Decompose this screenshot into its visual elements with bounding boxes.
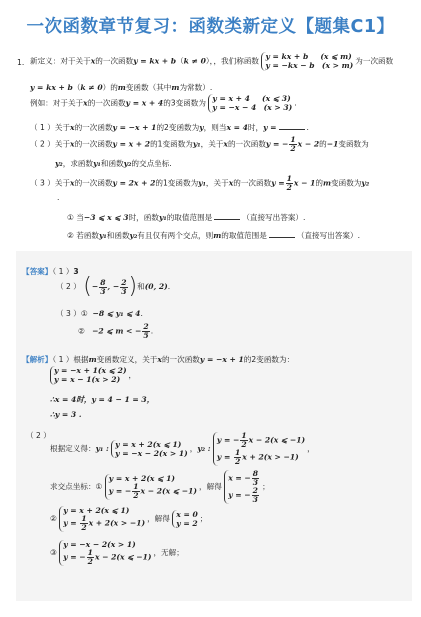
piecewise-definition: y = kx + b (x ⩽ m) y = −kx − b (x > m) bbox=[261, 52, 355, 71]
analysis-step-2: ∴y = 3 . bbox=[50, 410, 82, 419]
analysis-line-1: 【解析】（ 1 ）根据m变函数定义，关于x的一次函数y = −x + 1的2变函数为： bbox=[22, 355, 295, 364]
analysis-tag: 【解析】 bbox=[22, 355, 53, 364]
question-1: （ 1 ）关于x的一次函数y = −x + 1的2变函数为y，则当x = 4时，y = . bbox=[30, 123, 309, 132]
question-3-sub1: ① 当−3 ⩽ x ⩽ 3时，函数y₁的取值范围是 （直接写出答案）. bbox=[67, 213, 306, 222]
answer-line-3: （ 3 ）① −8 ⩽ y₁ ⩽ 4. bbox=[56, 309, 143, 318]
answer-line-2: （ 2 ） (− $\frac{8}{3}$ , − $\frac{2}{3}$ )和(0, 2). bbox=[56, 274, 171, 299]
problem-example: 例如：对于关于x的一次函数y = x + 4的3变函数为 y = x + 4 (x ⩽ 3) y = −x − 4 (x > 3) . bbox=[30, 94, 297, 113]
analysis-intersection-3: ③ y = −x − 2(x > 1) y = − $\frac{1}{2}$ x − 2(x ⩽ −1) ，无解； bbox=[50, 540, 184, 567]
question-2: （ 2 ）关于x的一次函数y = x + 2的1变函数为y₁，关于x的一次函数y = − $\frac{1}{2}$ x − 2的−1变函数为 bbox=[30, 135, 369, 153]
analysis-part2-label: （ 2 ） bbox=[26, 431, 51, 440]
analysis-intersection-2: ② y = x + 2(x ⩽ 1) y = $\frac{1}{2}$ x + 2(x > −1) ，解得 x = 0 y = 2 ； bbox=[50, 506, 208, 533]
answer-tag: 【答案】 bbox=[22, 267, 53, 276]
answer-blank[interactable] bbox=[279, 122, 305, 130]
analysis-step-1: ∴x = 4时，y = 4 − 1 = 3， bbox=[50, 395, 155, 404]
question-3: （ 3 ）关于x的一次函数y = 2x + 2的1变函数为y₁，关于x的一次函数y = $\frac{1}{2}$ x − 1的m变函数为y₂ bbox=[30, 174, 370, 192]
analysis-part2-definition: 根据定义得：y₁ : y = x + 2(x ⩽ 1) y = −x − 2(x > 1) ，y₂ : y = − $\frac{1}{2}$ x − 2(x ⩽ −1) y = $\frac{1}{2}$ x + 2(x > −1) ， bbox=[50, 431, 315, 466]
analysis-intersection-1: 求交点坐标：① y = x + 2(x ⩽ 1) y = − $\frac{1}{2}$ x − 2(x ⩽ −1) ，解得 x = − $\frac{8}{3}$ y = − $\frac{2}{3}$ ； bbox=[50, 469, 270, 504]
problem-intro-line1: 新定义：对于关于x的一次函数y = kx + b（k ≠ 0），，我们称函数 y = kx + b (x ⩽ m) y = −kx − b (x > m) 为一次函数 bbox=[30, 52, 394, 71]
answer-blank[interactable] bbox=[214, 212, 240, 220]
example-piecewise: y = x + 4 (x ⩽ 3) y = −x − 4 (x > 3) bbox=[208, 94, 294, 113]
answer-blank[interactable] bbox=[269, 230, 295, 238]
analysis-piecewise-1: y = −x + 1(x ⩽ 2) y = x − 1(x > 2) ， bbox=[50, 366, 136, 385]
question-3-sub2: ② 若函数y₁和函数y₂有且仅有两个交点，则m的取值范围是 （直接写出答案）. bbox=[67, 231, 361, 240]
problem-intro-line2: y = kx + b（k ≠ 0）的m变函数（其中m为常数）. bbox=[30, 83, 213, 92]
answer-line-4: ② −2 ⩽ m < − $\frac{2}{5}$ . bbox=[78, 322, 154, 340]
answer-line-1: 【答案】（ 1 ）3 bbox=[22, 267, 79, 276]
question-3-dot: . bbox=[57, 193, 60, 202]
problem-number: 1. bbox=[17, 58, 25, 67]
question-2-line2: y₂，求函数y₁和函数y₂的交点坐标. bbox=[55, 159, 172, 168]
page-title: 一次函数章节复习：函数类新定义【题集C1】 bbox=[26, 17, 395, 37]
